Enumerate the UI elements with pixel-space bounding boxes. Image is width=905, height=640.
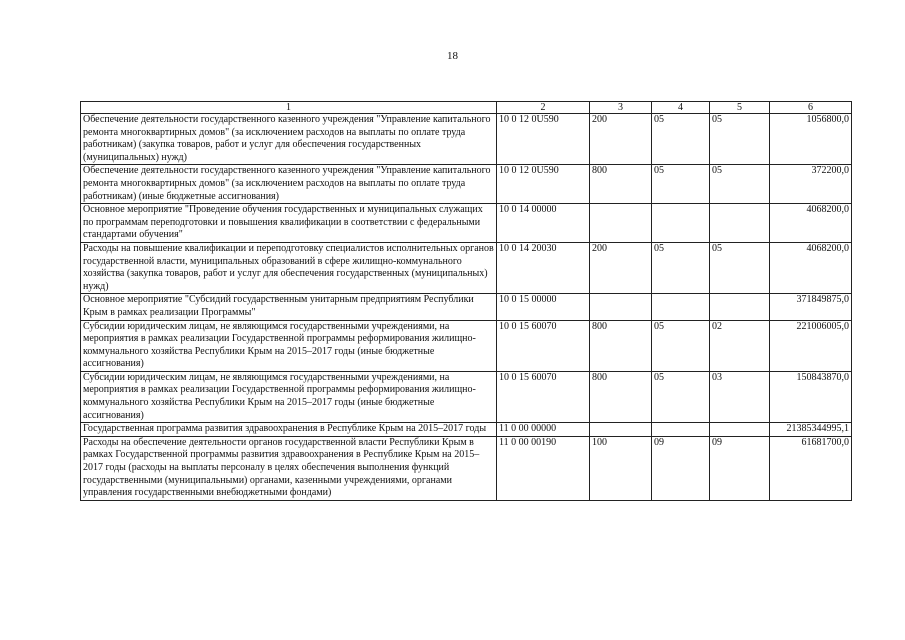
subsection-code: [710, 294, 770, 320]
amount-value: 221006005,0: [770, 320, 852, 371]
expense-type-code: [590, 294, 652, 320]
expense-type-code: 800: [590, 320, 652, 371]
section-code: [652, 294, 710, 320]
expense-description: Расходы на обеспечение деятельности органов государственной власти Республики Крым в рамках Государственной программы развития здравоохранения в Республике Крым на 2015–2017 годы (расходы на выплаты персоналу в целях обеспечения выполнения функций государственными (муниципальными) органами, казенными учреждениями, органами управления государственными внебюджетными фондами): [81, 436, 497, 500]
table-row: [81, 204, 852, 243]
section-code: 05: [652, 242, 710, 293]
section-code: 05: [652, 371, 710, 422]
expense-type-code: 100: [590, 436, 652, 500]
column-header: 6: [770, 102, 852, 114]
target-article-code: 10 0 14 00000: [497, 204, 590, 243]
subsection-code: [710, 204, 770, 243]
column-header: 4: [652, 102, 710, 114]
subsection-code: 03: [710, 371, 770, 422]
subsection-code: 09: [710, 436, 770, 500]
amount-value: 1056800,0: [770, 114, 852, 165]
column-header: 1: [81, 102, 497, 114]
table-row: [81, 436, 852, 500]
amount-value: 150843870,0: [770, 371, 852, 422]
table-header-row: [81, 102, 852, 114]
expense-description: Основное мероприятие "Проведение обучения государственных и муниципальных служащих по программам переподготовки и повышения квалификации в соответствии с федеральными стандартами обучения": [81, 204, 497, 243]
amount-value: 4068200,0: [770, 204, 852, 243]
expense-type-code: 200: [590, 242, 652, 293]
expense-type-code: [590, 423, 652, 437]
subsection-code: 02: [710, 320, 770, 371]
target-article-code: 10 0 14 20030: [497, 242, 590, 293]
target-article-code: 10 0 12 0U590: [497, 165, 590, 204]
expense-type-code: 200: [590, 114, 652, 165]
amount-value: 21385344995,1: [770, 423, 852, 437]
amount-value: 4068200,0: [770, 242, 852, 293]
section-code: 05: [652, 320, 710, 371]
table-row: [81, 114, 852, 165]
column-header: 5: [710, 102, 770, 114]
amount-value: 371849875,0: [770, 294, 852, 320]
target-article-code: 10 0 12 0U590: [497, 114, 590, 165]
target-article-code: 11 0 00 00000: [497, 423, 590, 437]
table-row: [81, 371, 852, 422]
target-article-code: 10 0 15 60070: [497, 371, 590, 422]
section-code: [652, 204, 710, 243]
expense-description: Государственная программа развития здравоохранения в Республике Крым на 2015–2017 годы: [81, 423, 497, 437]
budget-table: [80, 101, 852, 501]
expense-description: Субсидии юридическим лицам, не являющимся государственными учреждениями, на мероприятия в рамках реализации Государственной программы реформирования жилищно-коммунального хозяйства Республики Крым на 2015–2017 годы (иные бюджетные ассигнования): [81, 320, 497, 371]
table-row: [81, 242, 852, 293]
target-article-code: 10 0 15 60070: [497, 320, 590, 371]
amount-value: 372200,0: [770, 165, 852, 204]
expense-description: Субсидии юридическим лицам, не являющимся государственными учреждениями, на мероприятия в рамках реализации Государственной программы реформирования жилищно-коммунального хозяйства Республики Крым на 2015–2017 годы (иные бюджетные ассигнования): [81, 371, 497, 422]
table-row: [81, 294, 852, 320]
expense-description: Обеспечение деятельности государственного казенного учреждения "Управление капитального ремонта многоквартирных домов" (за исключением расходов на выплаты по оплате труда работникам) (закупка товаров, работ и услуг для обеспечения государственных (муниципальных) нужд): [81, 114, 497, 165]
column-header: 3: [590, 102, 652, 114]
table-row: [81, 165, 852, 204]
subsection-code: [710, 423, 770, 437]
table-row: [81, 423, 852, 437]
page-number: 18: [447, 50, 458, 62]
expense-description: Расходы на повышение квалификации и переподготовку специалистов исполнительных органов государственной власти, муниципальных образований в сфере жилищно-коммунального хозяйства (закупка товаров, работ и услуг для обеспечения государственных (муниципальных) нужд): [81, 242, 497, 293]
section-code: 05: [652, 165, 710, 204]
subsection-code: 05: [710, 165, 770, 204]
expense-description: Обеспечение деятельности государственного казенного учреждения "Управление капитального ремонта многоквартирных домов" (за исключением расходов на выплаты по оплате труда работникам) (иные бюджетные ассигнования): [81, 165, 497, 204]
section-code: 09: [652, 436, 710, 500]
subsection-code: 05: [710, 114, 770, 165]
expense-type-code: [590, 204, 652, 243]
expense-type-code: 800: [590, 165, 652, 204]
section-code: [652, 423, 710, 437]
table-row: [81, 320, 852, 371]
section-code: 05: [652, 114, 710, 165]
expense-description: Основное мероприятие "Субсидий государственным унитарным предприятиям Республики Крым в рамках реализации Программы": [81, 294, 497, 320]
column-header: 2: [497, 102, 590, 114]
subsection-code: 05: [710, 242, 770, 293]
target-article-code: 11 0 00 00190: [497, 436, 590, 500]
target-article-code: 10 0 15 00000: [497, 294, 590, 320]
expense-type-code: 800: [590, 371, 652, 422]
amount-value: 61681700,0: [770, 436, 852, 500]
